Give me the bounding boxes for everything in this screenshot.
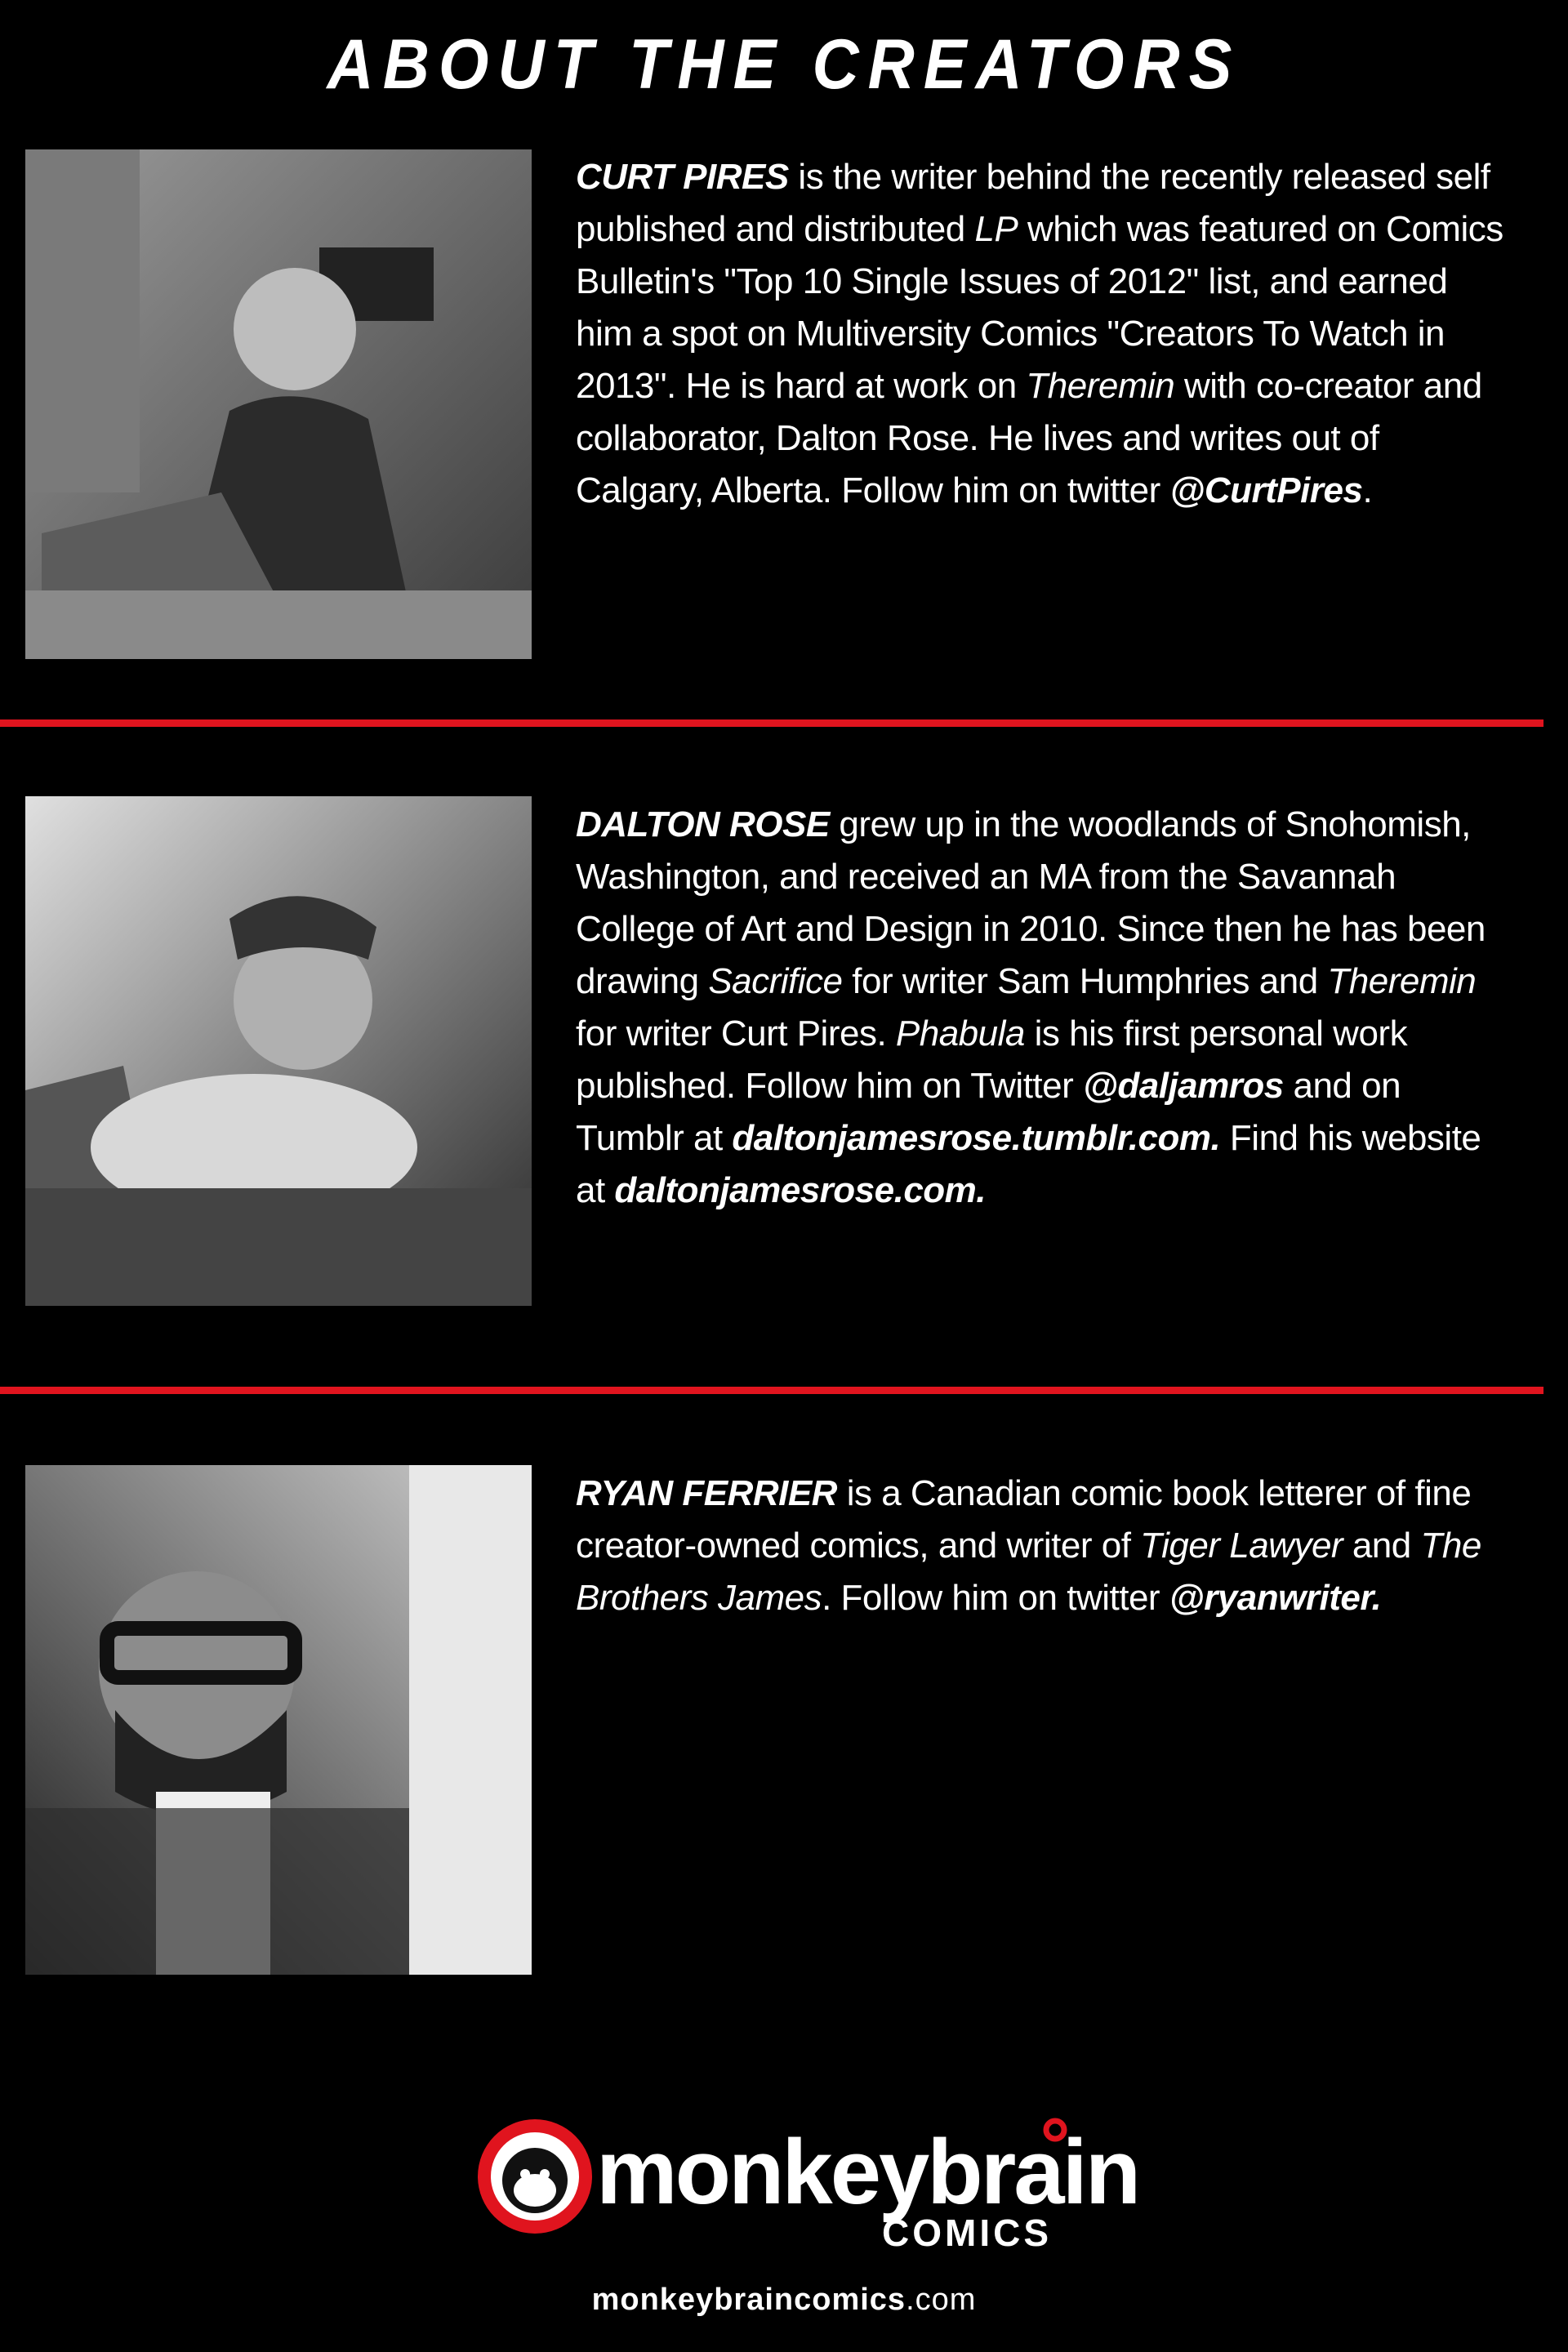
twitter-handle[interactable]: @daljamros xyxy=(1082,1066,1284,1106)
bio-text: which was featured on Comics Bulletin's "Top 10 Single Issues of 2012" list, and earned him a spot on Multiversity Comics "Creators To Watch in 2013". He is hard at work on xyxy=(576,209,1503,406)
tumblr-link[interactable]: daltonjamesrose.tumblr.com. xyxy=(732,1118,1221,1158)
logo-subtitle: COMICS xyxy=(882,2212,1052,2254)
creator-bio-curt-pires xyxy=(576,151,1507,517)
logo-wordmark: monkeybrain xyxy=(596,2121,1139,2223)
bio-text: is the writer behind the recently released self published and distributed xyxy=(576,157,1490,249)
url-domain: monkeybraincomics xyxy=(591,2283,906,2317)
creator-bio-ryan-ferrier xyxy=(576,1468,1507,1624)
bio-text: is a Canadian comic book letterer of fine creator-owned comics, and writer of xyxy=(576,1473,1472,1566)
bio-text: is his first personal work published. Follow him on Twitter xyxy=(576,1013,1408,1106)
bio-text: . xyxy=(1362,470,1373,510)
monkey-head-icon xyxy=(478,2119,592,2234)
creator-photo-dalton-rose xyxy=(25,796,532,1306)
creator-name: CURT PIRES xyxy=(576,157,789,197)
bio-text: . Follow him on twitter xyxy=(822,1578,1169,1618)
bio-text: and xyxy=(1343,1526,1421,1566)
bio-text: for writer Sam Humphries and xyxy=(842,961,1328,1001)
section-divider xyxy=(0,1387,1544,1394)
bio-title: LP xyxy=(974,209,1018,249)
bio-text: for writer Curt Pires. xyxy=(576,1013,896,1054)
bio-text: Find his website at xyxy=(576,1118,1481,1210)
twitter-handle[interactable]: @CurtPires xyxy=(1169,470,1363,510)
bio-text: grew up in the woodlands of Snohomish, Washington, and received an MA from the Savannah College of Art and Design in 2010. Since then he has been drawing xyxy=(576,804,1486,1001)
creator-name: RYAN FERRIER xyxy=(576,1473,837,1513)
bio-text: with co-creator and collaborator, Dalton Rose. He lives and writes out of Calgary, Alberta. Follow him on twitter xyxy=(576,366,1482,510)
website-url[interactable] xyxy=(0,2283,1568,2318)
bio-title: Theremin xyxy=(1026,366,1175,406)
creator-bio-dalton-rose xyxy=(576,799,1507,1217)
creator-photo-ryan-ferrier xyxy=(25,1465,532,1975)
page-title: ABOUT THE CREATORS xyxy=(327,25,1241,104)
monkeybrain-logo[interactable] xyxy=(474,2107,1139,2262)
creator-name: DALTON ROSE xyxy=(576,804,830,844)
website-link[interactable]: daltonjamesrose.com. xyxy=(614,1170,987,1210)
bio-title: Phabula xyxy=(895,1013,1025,1054)
section-divider xyxy=(0,719,1544,727)
bio-title: The Brothers James xyxy=(576,1526,1481,1618)
bio-title: Tiger Lawyer xyxy=(1140,1526,1343,1566)
url-tld: .com xyxy=(906,2283,977,2317)
creator-photo-curt-pires xyxy=(25,149,532,659)
bio-title: Sacrifice xyxy=(708,961,843,1001)
bio-text: and on Tumblr at xyxy=(576,1066,1401,1158)
bio-title: Theremin xyxy=(1327,961,1477,1001)
twitter-handle[interactable]: @ryanwriter. xyxy=(1169,1578,1382,1618)
